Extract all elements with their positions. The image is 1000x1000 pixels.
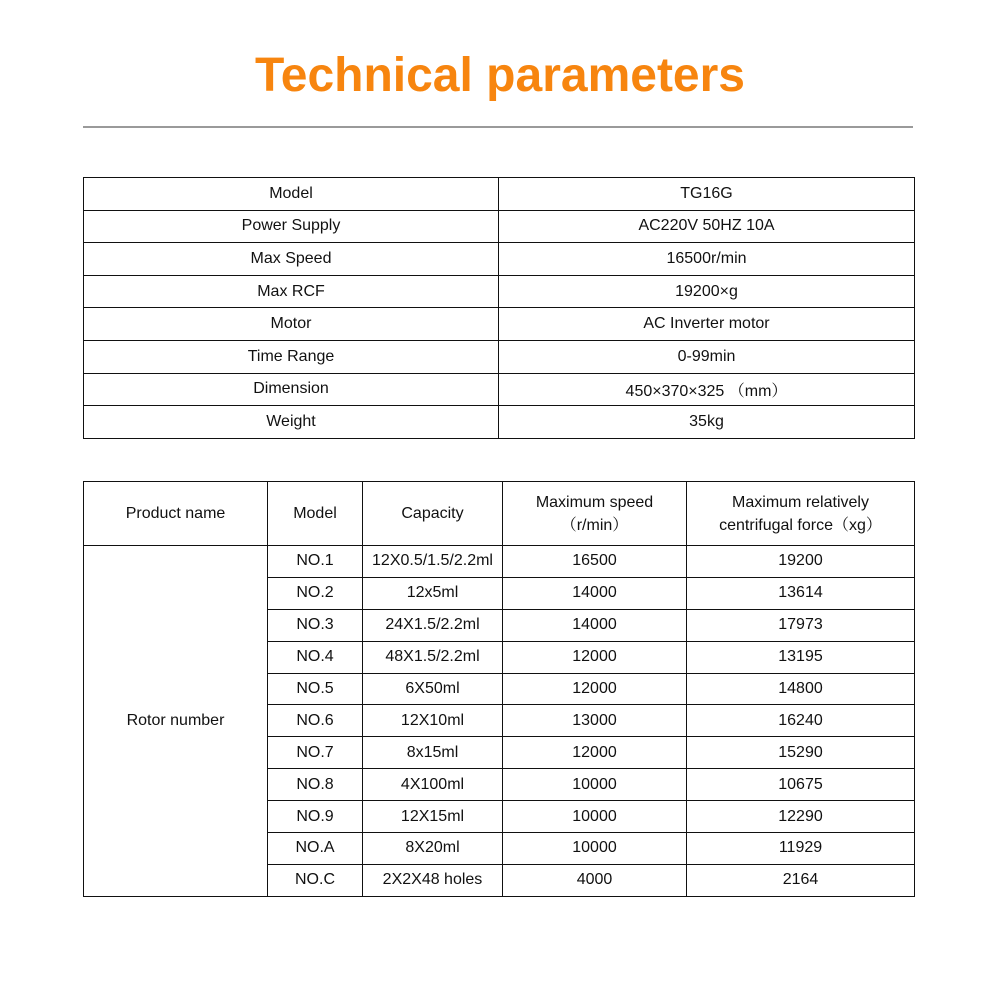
- rotor-capacity: 24X1.5/2.2ml: [363, 609, 503, 641]
- rotor-rcf: 12290: [687, 801, 915, 833]
- rotor-table: [83, 481, 915, 897]
- header-max-rcf: [687, 482, 915, 546]
- rotor-model: NO.1: [268, 546, 363, 578]
- header-max-speed-line1: Maximum speed: [535, 493, 654, 511]
- spec-value: 19200×g: [499, 275, 915, 308]
- spec-label: Max Speed: [84, 243, 499, 276]
- rotor-rcf: 17973: [687, 609, 915, 641]
- table-header-row: [84, 482, 915, 546]
- rotor-capacity: 48X1.5/2.2ml: [363, 641, 503, 673]
- spec-value: 450×370×325 （mm）: [499, 373, 915, 406]
- header-max-speed: [503, 482, 687, 546]
- rotor-rcf: 13614: [687, 577, 915, 609]
- spec-label: Power Supply: [84, 210, 499, 243]
- spec-label: Time Range: [84, 340, 499, 373]
- header-max-speed-line2: （r/min）: [560, 516, 629, 534]
- header-model: Model: [268, 482, 363, 546]
- rotor-rcf: 15290: [687, 737, 915, 769]
- rotor-speed: 13000: [503, 705, 687, 737]
- header-product-name: Product name: [84, 482, 268, 546]
- rotor-model: NO.8: [268, 769, 363, 801]
- rotor-model: NO.4: [268, 641, 363, 673]
- page-title: Technical parameters: [254, 49, 745, 102]
- header-max-rcf-line1: Maximum relatively: [732, 493, 869, 511]
- spec-row: [84, 308, 915, 341]
- rotor-capacity: 12X15ml: [363, 801, 503, 833]
- rotor-model: NO.2: [268, 577, 363, 609]
- rotor-model: NO.6: [268, 705, 363, 737]
- rotor-capacity: 12X0.5/1.5/2.2ml: [363, 546, 503, 578]
- rotor-speed: 14000: [503, 577, 687, 609]
- rotor-capacity: 2X2X48 holes: [363, 864, 503, 896]
- rotor-rcf: 16240: [687, 705, 915, 737]
- rotor-speed: 10000: [503, 833, 687, 865]
- rotor-capacity: 8X20ml: [363, 833, 503, 865]
- rotor-speed: 14000: [503, 609, 687, 641]
- rotor-rcf: 14800: [687, 673, 915, 705]
- rotor-rcf: 10675: [687, 769, 915, 801]
- spec-value: TG16G: [499, 178, 915, 211]
- spec-label: Motor: [84, 308, 499, 341]
- rotor-model: NO.3: [268, 609, 363, 641]
- spec-label: Max RCF: [84, 275, 499, 308]
- rotor-speed: 16500: [503, 546, 687, 578]
- spec-value: 35kg: [499, 406, 915, 439]
- spec-row: [84, 275, 915, 308]
- spec-row: [84, 178, 915, 211]
- spec-value: AC220V 50HZ 10A: [499, 210, 915, 243]
- divider: [83, 126, 913, 128]
- rotor-rcf: 2164: [687, 864, 915, 896]
- rotor-capacity: 4X100ml: [363, 769, 503, 801]
- rotor-model: NO.9: [268, 801, 363, 833]
- rotor-model: NO.A: [268, 833, 363, 865]
- header-max-rcf-line2: centrifugal force（xg）: [719, 516, 882, 534]
- rotor-capacity: 8x15ml: [363, 737, 503, 769]
- rotor-speed: 4000: [503, 864, 687, 896]
- spec-row: [84, 373, 915, 406]
- spec-value: AC Inverter motor: [499, 308, 915, 341]
- spec-row: [84, 243, 915, 276]
- spec-label: Model: [84, 178, 499, 211]
- header-capacity: Capacity: [363, 482, 503, 546]
- product-name-cell: Rotor number: [84, 546, 268, 897]
- rotor-speed: 12000: [503, 673, 687, 705]
- spec-row: [84, 210, 915, 243]
- spec-value: 0-99min: [499, 340, 915, 373]
- specs-table: [83, 177, 915, 439]
- spec-row: [84, 340, 915, 373]
- spec-row: [84, 406, 915, 439]
- spec-label: Weight: [84, 406, 499, 439]
- rotor-model: NO.7: [268, 737, 363, 769]
- rotor-model: NO.5: [268, 673, 363, 705]
- rotor-speed: 10000: [503, 769, 687, 801]
- table-row: [84, 546, 915, 578]
- rotor-rcf: 11929: [687, 833, 915, 865]
- rotor-capacity: 12x5ml: [363, 577, 503, 609]
- rotor-speed: 10000: [503, 801, 687, 833]
- rotor-model: NO.C: [268, 864, 363, 896]
- spec-value: 16500r/min: [499, 243, 915, 276]
- rotor-speed: 12000: [503, 737, 687, 769]
- rotor-speed: 12000: [503, 641, 687, 673]
- rotor-capacity: 12X10ml: [363, 705, 503, 737]
- spec-label: Dimension: [84, 373, 499, 406]
- rotor-rcf: 13195: [687, 641, 915, 673]
- rotor-capacity: 6X50ml: [363, 673, 503, 705]
- rotor-rcf: 19200: [687, 546, 915, 578]
